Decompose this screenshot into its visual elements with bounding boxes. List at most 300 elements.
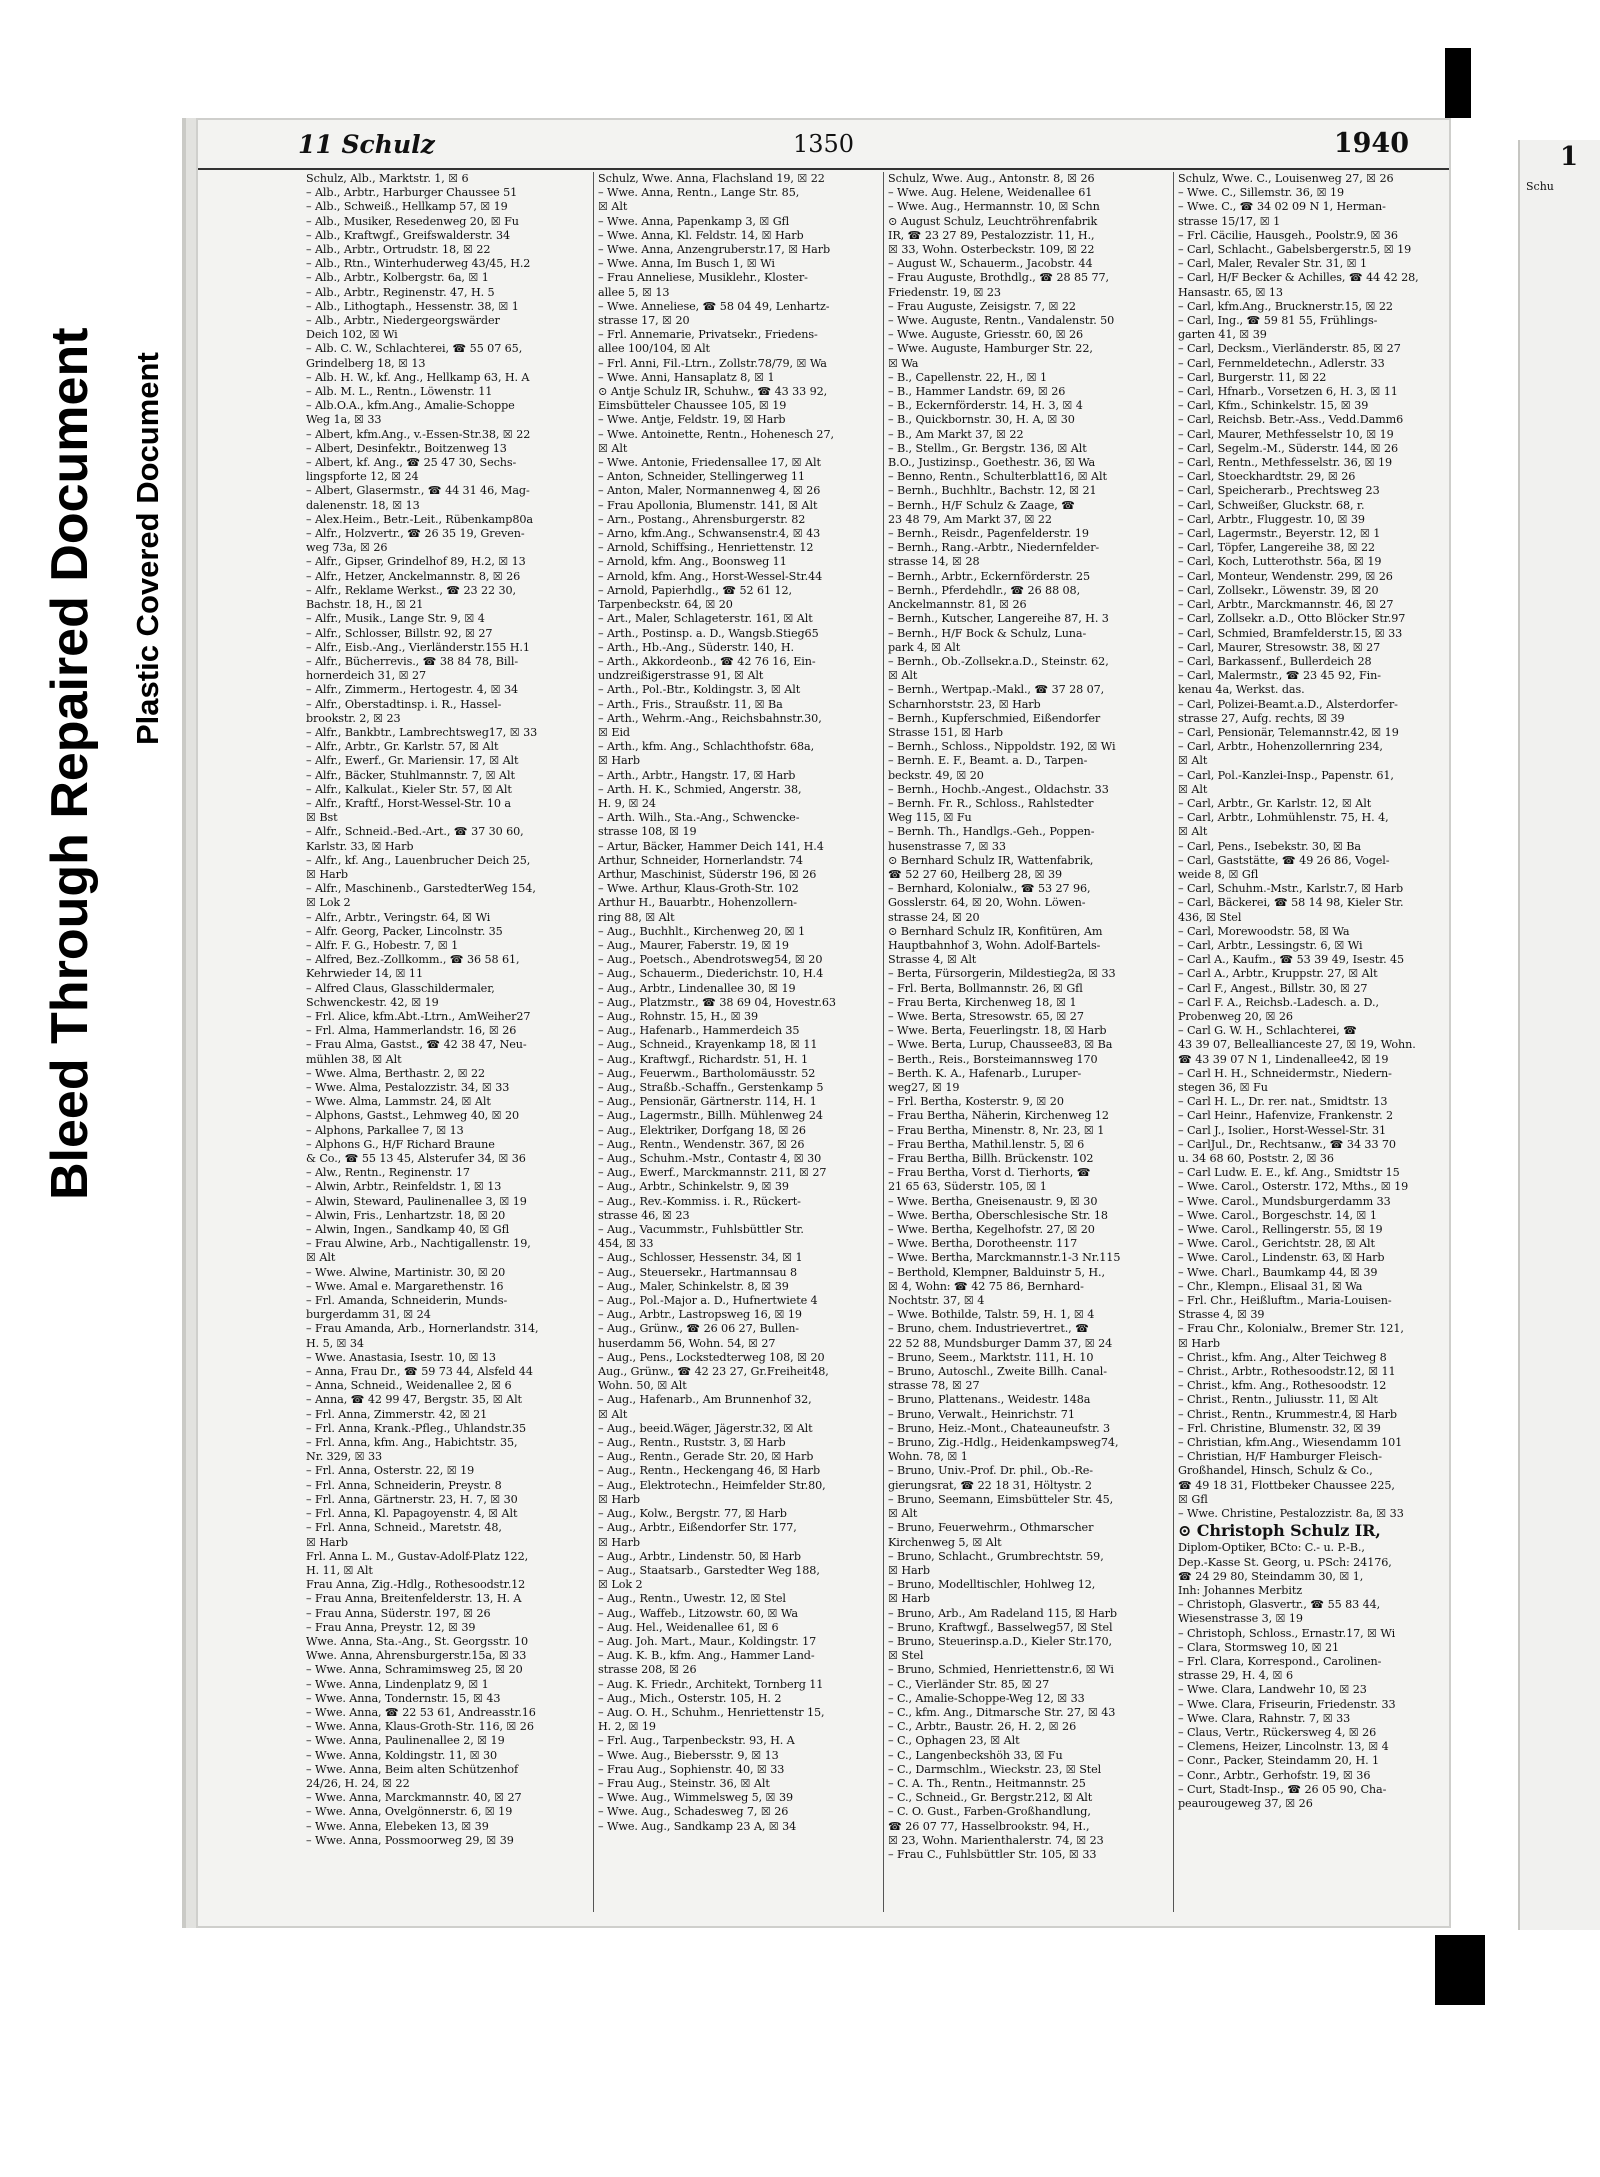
directory-entry: Inh: Johannes Merbitz xyxy=(1178,1583,1303,1597)
directory-entry: – Frl. Anni, Fil.-Ltrn., Zollstr.78/79, ☒ Wa xyxy=(598,356,827,370)
directory-entry: 43 39 07, Belleallianceste 27, ☒ 19, Wohn. xyxy=(1178,1038,1416,1052)
directory-entry: – Anna, Frau Dr., ☎ 59 73 44, Alsfeld 44 xyxy=(306,1365,533,1379)
directory-entry: – Frau Berta, Kirchenweg 18, ☒ 1 xyxy=(888,995,1077,1009)
directory-entry: – Arth., Postinsp. a. D., Wangsb.Stieg65 xyxy=(598,626,819,640)
directory-entry: – Carl, Hfnarb., Vorsetzen 6, H. 3, ☒ 11 xyxy=(1178,385,1398,399)
directory-entry: – Bruno, Heiz.-Mont., Chateauneufstr. 3 xyxy=(888,1421,1111,1435)
directory-entry: – Arth., Pol.-Btr., Koldingstr. 3, ☒ Alt xyxy=(598,683,801,697)
directory-entry: – Aug., Feuerwm., Bartholomäusstr. 52 xyxy=(598,1066,816,1080)
directory-entry: – Frau Auguste, Brothdlg., ☎ 28 85 77, xyxy=(888,271,1109,285)
directory-entry: – Wwe. Carol., Borgeschstr. 14, ☒ 1 xyxy=(1178,1208,1377,1222)
directory-entry: – Alfr., Holzvertr., ☎ 26 35 19, Greven- xyxy=(306,527,525,541)
directory-entry: Diplom-Optiker, BCto: C.- u. P.-B., xyxy=(1178,1541,1365,1555)
directory-entry: Probenweg 20, ☒ 26 xyxy=(1178,1009,1293,1023)
directory-entry: – Arth., kfm. Ang., Schlachthofstr. 68a, xyxy=(598,740,815,754)
directory-entry: Bachstr. 18, H., ☒ 21 xyxy=(306,598,424,612)
directory-entry: – Wwe. Amal e. Margarethenstr. 16 xyxy=(306,1279,504,1293)
directory-entry: – Aug., Kraftwgf., Richardstr. 51, H. 1 xyxy=(598,1052,808,1066)
directory-entry: – Carl G. W. H., Schlachterei, ☎ xyxy=(1178,1024,1357,1038)
directory-entry: – C., Arbtr., Baustr. 26, H. 2, ☒ 26 xyxy=(888,1720,1077,1734)
directory-entry: – Frau Bertha, Mathil.lenstr. 5, ☒ 6 xyxy=(888,1137,1085,1151)
directory-entry: – Arnold, kfm. Ang., Boonsweg 11 xyxy=(598,555,787,569)
directory-entry: – Wwe. Anni, Hansaplatz 8, ☒ 1 xyxy=(598,370,775,384)
directory-entry: – Alphons, Gastst., Lehmweg 40, ☒ 20 xyxy=(306,1109,520,1123)
directory-entry: – Carl, Arbtr., Gr. Karlstr. 12, ☒ Alt xyxy=(1178,796,1372,810)
directory-entry: – Carl Heinr., Hafenvize, Frankenstr. 2 xyxy=(1178,1109,1394,1123)
directory-entry: Großhandel, Hinsch, Schulz & Co., xyxy=(1178,1464,1373,1478)
directory-entry: – Wwe. Anneliese, ☎ 58 04 49, Lenhartz- xyxy=(598,299,830,313)
directory-entry: weg27, ☒ 19 xyxy=(888,1081,960,1094)
directory-entry: – Arnold, Schiffsing., Henriettenstr. 12 xyxy=(598,541,814,555)
directory-entry: – Frau Bertha, Minenstr. 8, Nr. 23, ☒ 1 xyxy=(888,1123,1105,1137)
directory-entry: – Aug., Rentn., Gerade Str. 20, ☒ Harb xyxy=(598,1450,814,1464)
directory-entry: – Carl, Koch, Lutterothstr. 56a, ☒ 19 xyxy=(1178,555,1382,569)
directory-entry: – Christ., Rentn., Krummestr.4, ☒ Harb xyxy=(1178,1407,1397,1421)
directory-entry: ☒ Harb xyxy=(888,1592,930,1606)
directory-entry: – Carl, Zollsekr. a.D., Otto Blöcker Str.97 xyxy=(1178,612,1406,626)
directory-entry: – C., Langenbeckshöh 33, ☒ Fu xyxy=(888,1748,1063,1762)
directory-entry: ☒ Wa xyxy=(888,356,919,370)
directory-entry: ☒ Alt xyxy=(306,1251,336,1265)
directory-entry: – Wwe. Anna, Lindenplatz 9, ☒ 1 xyxy=(306,1677,489,1691)
directory-entry: ☒ Alt xyxy=(1178,754,1208,768)
directory-entry: – Carl, Maler, Revaler Str. 31, ☒ 1 xyxy=(1178,257,1368,271)
directory-entry: – Aug., Hafenarb., Hammerdeich 35 xyxy=(598,1024,800,1038)
directory-entry: – Aug., Staatsarb., Garstedter Weg 188, xyxy=(598,1563,820,1577)
directory-entry: – Alfred Claus, Glasschildermaler, xyxy=(306,981,495,995)
directory-entry: – Alb. M. L., Rentn., Löwenstr. 11 xyxy=(306,385,493,399)
directory-entry: Friedenstr. 19, ☒ 23 xyxy=(888,285,1001,299)
directory-entry: 436, ☒ Stel xyxy=(1178,910,1242,924)
directory-entry: – Bernh. E. F., Beamt. a. D., Tarpen- xyxy=(888,754,1088,768)
directory-entry: – Alw., Rentn., Reginenstr. 17 xyxy=(306,1166,470,1180)
directory-entry: ☒ Gfl xyxy=(1178,1492,1208,1506)
directory-entry: – Aug., Schlosser, Hessenstr. 34, ☒ 1 xyxy=(598,1251,803,1265)
directory-entry: hornerdeich 31, ☒ 27 xyxy=(306,669,427,683)
directory-entry: – Berta, Fürsorgerin, Mildestieg2a, ☒ 33 xyxy=(888,967,1116,981)
directory-entry: – Aug., Mich., Osterstr. 105, H. 2 xyxy=(598,1691,782,1705)
directory-entry: 23 48 79, Am Markt 37, ☒ 22 xyxy=(888,512,1052,526)
directory-entry: – Wwe. Anna, Schramimsweg 25, ☒ 20 xyxy=(306,1663,523,1677)
directory-entry: – Christian, H/F Hamburger Fleisch- xyxy=(1178,1450,1382,1464)
directory-entry: – Carl, Gaststätte, ☎ 49 26 86, Vogel- xyxy=(1178,853,1390,867)
directory-entry: – Bruno, Steuerinsp.a.D., Kieler Str.170, xyxy=(888,1634,1112,1648)
directory-entry: – Alfr., Gipser, Grindelhof 89, H.2, ☒ 13 xyxy=(306,555,526,569)
directory-entry: – Alfr. F. G., Hobestr. 7, ☒ 1 xyxy=(306,938,459,952)
directory-entry: – Wwe. Arthur, Klaus-Groth-Str. 102 xyxy=(598,882,799,896)
directory-entry: – Bernh., Buchhltr., Bachstr. 12, ☒ 21 xyxy=(888,484,1097,498)
directory-entry: brookstr. 2, ☒ 23 xyxy=(306,711,401,725)
directory-entry: – Carl, Morewoodstr. 58, ☒ Wa xyxy=(1178,924,1350,938)
directory-entry: – Aug. K. B., kfm. Ang., Hammer Land- xyxy=(598,1649,815,1663)
directory-entry: – Alfr., Bücherrevis., ☎ 38 84 78, Bill- xyxy=(306,654,519,668)
directory-column-3 xyxy=(883,172,1170,1912)
directory-entry: – Alfr., Schlosser, Billstr. 92, ☒ 27 xyxy=(306,626,493,640)
directory-entry: strasse 27, Aufg. rechts, ☒ 39 xyxy=(1178,711,1345,725)
directory-entry: – Arth. H. K., Schmied, Angerstr. 38, xyxy=(598,782,802,796)
directory-entry: Dep.-Kasse St. Georg, u. PSch: 24176, xyxy=(1178,1555,1392,1569)
directory-entry: – Frau Anneliese, Musiklehr., Kloster- xyxy=(598,271,808,285)
directory-entry: – Aug., Schneid., Krayenkamp 18, ☒ 11 xyxy=(598,1038,818,1052)
directory-entry: – Carl H. H., Schneidermstr., Niedern- xyxy=(1178,1066,1392,1080)
directory-entry: – Carl, Töpfer, Langereihe 38, ☒ 22 xyxy=(1178,541,1376,555)
directory-entry: – Carl, Maurer, Stresowstr. 38, ☒ 27 xyxy=(1178,640,1381,654)
directory-entry: – Aug., Rohnstr. 15, H., ☒ 39 xyxy=(598,1009,758,1023)
directory-entry: – B., Hammer Landstr. 69, ☒ 26 xyxy=(888,385,1066,399)
directory-entry: – Wwe. Auguste, Hamburger Str. 22, xyxy=(888,342,1093,356)
directory-entry: – Carl, Burgerstr. 11, ☒ 22 xyxy=(1178,370,1327,384)
directory-entry: – Alb., Rtn., Winterhuderweg 43/45, H.2 xyxy=(306,257,531,271)
directory-entry: – Wwe. Anna, ☎ 22 53 61, Andreasstr.16 xyxy=(306,1705,536,1719)
directory-entry: Schulz, Wwe. C., Louisenweg 27, ☒ 26 xyxy=(1178,172,1394,185)
directory-entry: H. 5, ☒ 34 xyxy=(306,1336,364,1350)
header-section-name: 11 Schulz xyxy=(298,130,435,159)
directory-entry: – C. A. Th., Rentn., Heitmannstr. 25 xyxy=(888,1776,1086,1790)
directory-entry: – Wwe. Anna, Anzengruberstr.17, ☒ Harb xyxy=(598,243,831,257)
scan-label-cover: Plastic Covered Document xyxy=(130,352,165,745)
directory-entry: – C., Ophagen 23, ☒ Alt xyxy=(888,1734,1020,1748)
directory-entry: – Wwe. Alma, Lammstr. 24, ☒ Alt xyxy=(306,1095,491,1109)
directory-entry: – Bernh., Kupferschmied, Eißendorfer xyxy=(888,711,1101,725)
directory-entry: – Aug., Arbtr., Eißendorfer Str. 177, xyxy=(598,1521,797,1535)
directory-entry: – Aug., Arbtr., Schinkelstr. 9, ☒ 39 xyxy=(598,1180,789,1194)
directory-entry: – Wwe. Auguste, Rentn., Vandalenstr. 50 xyxy=(888,314,1115,328)
directory-entry: – Frl. Alma, Hammerlandstr. 16, ☒ 26 xyxy=(306,1024,517,1038)
directory-entry: – Arth., Akkordeonb., ☎ 42 76 16, Ein- xyxy=(598,654,816,668)
directory-entry: – Carl, Segelm.-M., Süderstr. 144, ☒ 26 xyxy=(1178,441,1398,455)
directory-entry: ⊙ Bernhard Schulz IR, Konfitüren, Am xyxy=(888,924,1103,938)
directory-entry: – Carl, Monteur, Wendenstr. 299, ☒ 26 xyxy=(1178,569,1393,583)
facing-page-heading: 1 xyxy=(1560,142,1579,172)
directory-entry: – Alfr., Kalkulat., Kieler Str. 57, ☒ Alt xyxy=(306,782,512,796)
directory-entry: ☒ 23, Wohn. Marienthalerstr. 74, ☒ 23 xyxy=(888,1833,1104,1847)
directory-entry: – Wwe. Anna, Marckmannstr. 40, ☒ 27 xyxy=(306,1791,522,1805)
directory-entry: – Carl Ludw. E. E., kf. Ang., Smidtstr 15 xyxy=(1178,1166,1400,1180)
directory-entry: 24/26, H. 24, ☒ 22 xyxy=(306,1776,410,1790)
directory-entry: park 4, ☒ Alt xyxy=(888,640,961,654)
directory-entry: – Alfr., kf. Ang., Lauenbrucher Deich 25, xyxy=(306,853,531,867)
page-number: 1350 xyxy=(792,130,855,158)
directory-entry: – Carl, Arbtr., Lohmühlenstr. 75, H. 4, xyxy=(1178,811,1389,825)
directory-entry: – Wwe. Anna, Possmoorweg 29, ☒ 39 xyxy=(306,1833,514,1847)
directory-entry: – Carl, Schuhm.-Mstr., Karlstr.7, ☒ Harb xyxy=(1178,882,1404,896)
directory-entry: – Carl, Fernmeldetechn., Adlerstr. 33 xyxy=(1178,356,1385,370)
directory-entry: peaurougeweg 37, ☒ 26 xyxy=(1178,1796,1313,1810)
directory-entry: gierungsrat, ☎ 22 18 31, Höltystr. 2 xyxy=(888,1478,1092,1492)
directory-entry: ☒ Alt xyxy=(888,1507,918,1521)
directory-entry: – Wwe. Bertha, Oberschlesische Str. 18 xyxy=(888,1208,1108,1222)
directory-entry: – Alfr., Bankbtr., Lambrechtsweg17, ☒ 33 xyxy=(306,725,538,739)
directory-entry: – Aug., Schuhm.-Mstr., Contastr 4, ☒ 30 xyxy=(598,1152,822,1166)
directory-entry: – Frl. Anna, Krank.-Pfleg., Uhlandstr.35 xyxy=(306,1421,527,1435)
directory-entry: allee 100/104, ☒ Alt xyxy=(598,342,710,356)
directory-entry: – Aug., Rentn., Uwestr. 12, ☒ Stel xyxy=(598,1592,786,1606)
directory-entry: – Conr., Packer, Steindamm 20, H. 1 xyxy=(1178,1754,1380,1768)
directory-entry: – Chr., Klempn., Elisaal 31, ☒ Wa xyxy=(1178,1279,1363,1293)
directory-entry: – Wwe. Bertha, Marckmannstr.1-3 Nr.115 xyxy=(888,1251,1121,1265)
directory-entry: Gosslerstr. 64, ☒ 20, Wohn. Löwen- xyxy=(888,896,1086,910)
directory-entry: Frau Anna, Zig.-Hdlg., Rothesoodstr.12 xyxy=(306,1578,526,1592)
directory-entry: – C., Schneid., Gr. Bergstr.212, ☒ Alt xyxy=(888,1791,1093,1805)
header-year: 1940 xyxy=(1333,128,1409,159)
directory-entry: – Arn., Postang., Ahrensburgerstr. 82 xyxy=(598,512,806,526)
directory-entry: – Wwe. Bertha, Dorotheenstr. 117 xyxy=(888,1237,1078,1251)
directory-entry: – Frau Chr., Kolonialw., Bremer Str. 121, xyxy=(1178,1322,1404,1336)
directory-entry: ☎ 49 18 31, Flottbeker Chaussee 225, xyxy=(1178,1478,1395,1492)
directory-entry: – Carl, Arbtr., Lessingstr. 6, ☒ Wi xyxy=(1178,938,1363,952)
directory-entry: – Alphons, Parkallee 7, ☒ 13 xyxy=(306,1123,464,1137)
directory-entry: – Wwe. Anna, Beim alten Schützenhof xyxy=(306,1762,519,1776)
directory-entry: – Carl, Ing., ☎ 59 81 55, Frühlings- xyxy=(1178,314,1378,328)
directory-entry: IR, ☎ 23 27 89, Pestalozzistr. 11, H., xyxy=(888,228,1095,242)
directory-entry: – Alfr., Ewerf., Gr. Mariensir. 17, ☒ Alt xyxy=(306,754,519,768)
directory-entry: – Bruno, Autoschl., Zweite Billh. Canal- xyxy=(888,1365,1107,1379)
directory-entry: – Wwe. Alma, Pestalozzistr. 34, ☒ 33 xyxy=(306,1081,510,1094)
directory-entry: – Claus, Vertr., Rückersweg 4, ☒ 26 xyxy=(1178,1725,1377,1739)
directory-entry: – Frau Auguste, Zeisigstr. 7, ☒ 22 xyxy=(888,299,1076,313)
directory-entry: – Bernhard, Kolonialw., ☎ 53 27 96, xyxy=(888,882,1091,896)
directory-entry: – Frl. Amanda, Schneiderin, Munds- xyxy=(306,1294,508,1308)
directory-entry: – B., Am Markt 37, ☒ 22 xyxy=(888,427,1024,441)
directory-entry: – Alb., Arbtr., Reginenstr. 47, H. 5 xyxy=(306,285,495,299)
directory-entry: Schulz, Wwe. Aug., Antonstr. 8, ☒ 26 xyxy=(888,172,1095,185)
directory-entry: – Frl. Alice, kfm.Abt.-Ltrn., AmWeiher27 xyxy=(306,1009,531,1023)
directory-entry: – Frl. Anna, Zimmerstr. 42, ☒ 21 xyxy=(306,1407,488,1421)
directory-entry: – Bernh., H/F Bock & Schulz, Luna- xyxy=(888,626,1087,640)
directory-entry: – Aug., Schauerm., Diederichstr. 10, H.4 xyxy=(598,967,824,981)
directory-entry: – B., Capellenstr. 22, H., ☒ 1 xyxy=(888,370,1047,384)
directory-entry: – Christ., kfm. Ang., Alter Teichweg 8 xyxy=(1178,1350,1387,1364)
directory-entry: Weg 115, ☒ Fu xyxy=(888,811,972,825)
directory-entry: – Frau Bertha, Billh. Brückenstr. 102 xyxy=(888,1152,1094,1166)
directory-entry: – Aug., Rentn., Heckengang 46, ☒ Harb xyxy=(598,1464,821,1478)
directory-entry: 22 52 88, Mundsburger Damm 37, ☒ 24 xyxy=(888,1336,1113,1350)
directory-entry: – CarlJul., Dr., Rechtsanw., ☎ 34 33 70 xyxy=(1178,1137,1396,1151)
directory-entry: – Aug., Buchhlt., Kirchenweg 20, ☒ 1 xyxy=(598,924,806,938)
directory-entry: – Wwe. Berta, Stresowstr. 65, ☒ 27 xyxy=(888,1009,1084,1023)
page-header xyxy=(198,120,1449,170)
directory-entry: – Christ., Rentn., Juliusstr. 11, ☒ Alt xyxy=(1178,1393,1378,1407)
directory-entry: – Artur, Bäcker, Hammer Deich 141, H.4 xyxy=(598,839,824,853)
directory-entry: Aug., Grünw., ☎ 42 23 27, Gr.Freiheit48, xyxy=(598,1365,829,1379)
directory-entry: – Aug., beeid.Wäger, Jägerstr.32, ☒ Alt xyxy=(598,1421,813,1435)
directory-entry: Wiesenstrasse 3, ☒ 19 xyxy=(1178,1612,1303,1626)
directory-entry: u. 34 68 60, Poststr. 2, ☒ 36 xyxy=(1178,1152,1334,1166)
directory-entry: Strasse 4, ☒ Alt xyxy=(888,953,977,967)
directory-entry: – Wwe. Carol., Mundsburgerdamm 33 xyxy=(1178,1194,1391,1208)
directory-entry: – Christ., Arbtr., Rothesoodstr.12, ☒ 11 xyxy=(1178,1365,1396,1379)
directory-entry: – Wwe. Carol., Lindenstr. 63, ☒ Harb xyxy=(1178,1251,1385,1265)
directory-entry: – Arth., Fris., Straußstr. 11, ☒ Ba xyxy=(598,697,783,711)
directory-entry: ☒ 4, Wohn: ☎ 42 75 86, Bernhard- xyxy=(888,1279,1084,1293)
directory-entry: – Wwe. Alma, Berthastr. 2, ☒ 22 xyxy=(306,1066,485,1080)
directory-entry: – Aug., Pensionär, Gärtnerstr. 114, H. 1 xyxy=(598,1095,817,1109)
directory-entry: Wohn. 78, ☒ 1 xyxy=(888,1450,968,1464)
directory-entry: – Bruno, Seemann, Eimsbütteler Str. 45, xyxy=(888,1492,1114,1506)
directory-entry: – Wwe. Aug., Sandkamp 23 A, ☒ 34 xyxy=(598,1819,797,1833)
directory-entry: Hauptbahnhof 3, Wohn. Adolf-Bartels- xyxy=(888,938,1101,952)
directory-entry: Wwe. Anna, Sta.-Ang., St. Georgsstr. 10 xyxy=(306,1634,528,1648)
directory-entry: – Bernh., Kutscher, Langereihe 87, H. 3 xyxy=(888,612,1109,626)
directory-entry: – Bernh. Th., Handlgs.-Geh., Poppen- xyxy=(888,825,1095,839)
directory-entry: – Carl, Kfm., Schinkelstr. 15, ☒ 39 xyxy=(1178,399,1369,413)
directory-entry: Strasse 4, ☒ 39 xyxy=(1178,1308,1265,1322)
directory-entry: – Aug. K. Friedr., Architekt, Tornberg 11 xyxy=(598,1677,824,1691)
directory-entry: – C. O. Gust., Farben-Großhandlung, xyxy=(888,1805,1091,1819)
scan-label-repaired: Repaired Document xyxy=(41,327,99,819)
directory-entry: – Wwe. Antje, Feldstr. 19, ☒ Harb xyxy=(598,413,786,427)
directory-entry: ⊙ Antje Schulz IR, Schuhw., ☎ 43 33 92, xyxy=(598,385,828,399)
directory-entry: ☒ Harb xyxy=(306,867,348,881)
directory-entry: strasse 208, ☒ 26 xyxy=(598,1663,697,1677)
directory-entry: – Frl. Anna, Gärtnerstr. 23, H. 7, ☒ 30 xyxy=(306,1492,518,1506)
directory-entry: – Christ., kfm. Ang., Rothesoodstr. 12 xyxy=(1178,1379,1387,1393)
directory-entry: Schulz, Wwe. Anna, Flachsland 19, ☒ 22 xyxy=(598,172,825,185)
directory-entry: ☒ Eid xyxy=(598,725,630,739)
directory-entry: – Aug. Joh. Mart., Maur., Koldingstr. 17 xyxy=(598,1634,817,1648)
directory-entry: – Frl. Cäcilie, Hausgeh., Poolstr.9, ☒ 36 xyxy=(1178,228,1398,242)
directory-entry: – Carl, Polizei-Beamt.a.D., Alsterdorfer- xyxy=(1178,697,1398,711)
directory-entry: Nr. 329, ☒ 33 xyxy=(306,1450,383,1464)
directory-entry: – Wwe. Anna, Kl. Feldstr. 14, ☒ Harb xyxy=(598,228,804,242)
directory-entry: – Frau Anna, Süderstr. 197, ☒ 26 xyxy=(306,1606,491,1620)
directory-entry: – Wwe. Alwine, Martinistr. 30, ☒ 20 xyxy=(306,1265,506,1279)
directory-entry: – B., Eckernförderstr. 14, H. 3, ☒ 4 xyxy=(888,399,1083,413)
directory-entry: burgerdamm 31, ☒ 24 xyxy=(306,1308,431,1322)
directory-entry: – Aug., Arbtr., Lastropsweg 16, ☒ 19 xyxy=(598,1308,802,1322)
directory-entry: – Aug., Arbtr., Lindenallee 30, ☒ 19 xyxy=(598,981,796,995)
directory-entry: – Aug., Straßb.-Schaffn., Gerstenkamp 5 xyxy=(598,1081,824,1094)
directory-entry: – Frau C., Fuhlsbüttler Str. 105, ☒ 33 xyxy=(888,1847,1097,1861)
directory-entry: – Arnold, Papierhdlg., ☎ 52 61 12, xyxy=(598,583,793,597)
directory-entry: strasse 108, ☒ 19 xyxy=(598,825,697,839)
directory-entry: – Albert, Desinfektr., Boitzenweg 13 xyxy=(306,441,507,455)
directory-entry: – Wwe. Berta, Lurup, Chaussee83, ☒ Ba xyxy=(888,1038,1113,1052)
directory-entry: – Wwe. Berta, Feuerlingstr. 18, ☒ Harb xyxy=(888,1024,1107,1038)
directory-entry: ☎ 24 29 80, Steindamm 30, ☒ 1, xyxy=(1178,1569,1364,1583)
directory-entry: – Carl F. A., Reichsb.-Ladesch. a. D., xyxy=(1178,995,1379,1009)
directory-entry: – Aug., Maurer, Faberstr. 19, ☒ 19 xyxy=(598,938,789,952)
directory-entry: Arthur, Schneider, Hornerlandstr. 74 xyxy=(598,853,803,867)
directory-entry: – Bernh., Wertpap.-Makl., ☎ 37 28 07, xyxy=(888,683,1105,697)
directory-entry: – Wwe. Carol., Rellingerstr. 55, ☒ 19 xyxy=(1178,1223,1383,1237)
directory-entry: – Frl. Christine, Blumenstr. 32, ☒ 39 xyxy=(1178,1421,1381,1435)
directory-entry: lingspforte 12, ☒ 24 xyxy=(306,470,419,484)
directory-entry: 454, ☒ 33 xyxy=(598,1237,654,1251)
directory-entry: – Carl, Pensionär, Telemannstr.42, ☒ 19 xyxy=(1178,725,1399,739)
directory-entry: – Carl, Arbtr., Hohenzollernring 234, xyxy=(1178,740,1383,754)
directory-entry: – Alb., Arbtr., Kolbergstr. 6a, ☒ 1 xyxy=(306,271,489,285)
directory-entry: – Conr., Arbtr., Gerhofstr. 19, ☒ 36 xyxy=(1178,1768,1371,1782)
directory-entry: strasse 15/17, ☒ 1 xyxy=(1178,214,1281,228)
directory-entry: – Benno, Rentn., Schulterblatt16, ☒ Alt xyxy=(888,470,1107,484)
directory-entry: – Alfr., Schneid.-Bed.-Art., ☎ 37 30 60, xyxy=(306,825,524,839)
directory-entry: strasse 29, H. 4, ☒ 6 xyxy=(1178,1669,1293,1683)
directory-entry: – Carl, kfm.Ang., Brucknerstr.15, ☒ 22 xyxy=(1178,299,1393,313)
directory-entry: – Wwe. Clara, Friseurin, Friedenstr. 33 xyxy=(1178,1697,1396,1711)
directory-entry: – Aug. O. H., Schuhm., Henriettenstr 15, xyxy=(598,1705,825,1719)
directory-entry: – Arth. Wilh., Sta.-Ang., Schwencke- xyxy=(598,811,800,825)
directory-entry: – Carl, Pens., Isebekstr. 30, ☒ Ba xyxy=(1178,839,1361,853)
directory-entry: – Carl, Pol.-Kanzlei-Insp., Papenstr. 61, xyxy=(1178,768,1394,782)
directory-entry: – Aug., Pens., Lockstedterweg 108, ☒ 20 xyxy=(598,1350,825,1364)
directory-entry: – Carl, Rentn., Methfesselstr. 36, ☒ 19 xyxy=(1178,456,1392,470)
facing-page-label: Schu xyxy=(1526,180,1554,193)
directory-entry: strasse 17, ☒ 20 xyxy=(598,314,690,328)
directory-entry: Frl. Anna L. M., Gustav-Adolf-Platz 122, xyxy=(306,1549,529,1563)
directory-entry: – Carl, H/F Becker & Achilles, ☎ 44 42 28, xyxy=(1178,271,1419,285)
directory-entry: – Aug., Lagermstr., Billh. Mühlenweg 24 xyxy=(598,1109,823,1123)
directory-entry: ☒ Alt xyxy=(598,1407,628,1421)
directory-entry: H. 2, ☒ 19 xyxy=(598,1720,656,1734)
directory-entry: Grindelberg 18, ☒ 13 xyxy=(306,356,426,370)
directory-entry: beckstr. 49, ☒ 20 xyxy=(888,768,984,782)
directory-entry: – B., Stellm., Gr. Bergstr. 136, ☒ Alt xyxy=(888,441,1087,455)
directory-entry: – Carl, Zollsekr., Löwenstr. 39, ☒ 20 xyxy=(1178,583,1379,597)
directory-entry: – Wwe. Charl., Baumkamp 44, ☒ 39 xyxy=(1178,1265,1378,1279)
directory-entry: – Aug., Rentn., Ruststr. 3, ☒ Harb xyxy=(598,1436,786,1450)
directory-entry: weg 73a, ☒ 26 xyxy=(306,541,388,555)
directory-entry: – Alphons G., H/F Richard Braune xyxy=(306,1137,495,1151)
directory-entry: – Carl, Schlacht., Gabelsbergerstr.5, ☒ 19 xyxy=(1178,243,1412,257)
directory-entry: – Bernh., Ob.-Zollsekr.a.D., Steinstr. 62, xyxy=(888,654,1109,668)
directory-entry: – Alfr., Musik., Lange Str. 9, ☒ 4 xyxy=(306,612,485,626)
directory-entry: – Bruno, Arb., Am Radeland 115, ☒ Harb xyxy=(888,1606,1117,1620)
directory-entry: – Art., Maler, Schlageterstr. 161, ☒ Alt xyxy=(598,612,813,626)
directory-entry: – Bernh., Arbtr., Eckernförderstr. 25 xyxy=(888,569,1091,583)
directory-entry: – Anna, ☎ 42 99 47, Bergstr. 35, ☒ Alt xyxy=(306,1393,522,1407)
directory-entry: – Carl, Bäckerei, ☎ 58 14 98, Kieler Str. xyxy=(1178,896,1404,910)
directory-entry: – Wwe. Anna, Elebeken 13, ☒ 39 xyxy=(306,1819,489,1833)
directory-entry: – Carl, Lagermstr., Beyerstr. 12, ☒ 1 xyxy=(1178,527,1381,541)
directory-entry: – C., kfm. Ang., Ditmarsche Str. 27, ☒ 43 xyxy=(888,1705,1116,1719)
directory-entry: – Wwe. Bertha, Kegelhofstr. 27, ☒ 20 xyxy=(888,1223,1095,1237)
directory-entry: – Curt, Stadt-Insp., ☎ 26 05 90, Cha- xyxy=(1178,1782,1387,1796)
directory-entry: – Frl. Bertha, Kosterstr. 9, ☒ 20 xyxy=(888,1095,1064,1109)
directory-entry: ☎ 52 27 60, Heilberg 28, ☒ 39 xyxy=(888,867,1063,881)
directory-entry: – Alwin, Ingen., Sandkamp 40, ☒ Gfl xyxy=(306,1223,510,1237)
directory-entry: – Bernh., Hochb.-Angest., Oldachstr. 33 xyxy=(888,782,1109,796)
directory-entry: – Bruno, Verwalt., Heinrichstr. 71 xyxy=(888,1407,1075,1421)
directory-entry: H. 11, ☒ Alt xyxy=(306,1563,373,1577)
directory-entry: – Frau Aug., Sophienstr. 40, ☒ 33 xyxy=(598,1762,785,1776)
directory-entry: – Carl J., Isolier., Horst-Wessel-Str. 31 xyxy=(1178,1123,1387,1137)
directory-entry: – Frl. Chr., Heißluftm., Maria-Louisen- xyxy=(1178,1294,1392,1308)
directory-entry: – Alfr., Oberstadtinsp. i. R., Hassel- xyxy=(306,697,502,711)
directory-entry: Tarpenbeckstr. 64, ☒ 20 xyxy=(598,598,733,612)
directory-entry: – Aug., Maler, Schinkelstr. 8, ☒ 39 xyxy=(598,1279,789,1293)
directory-entry: – Wwe. Anna, Paulinenallee 2, ☒ 19 xyxy=(306,1734,505,1748)
directory-entry: – Alb., Arbtr., Harburger Chaussee 51 xyxy=(306,186,518,200)
directory-entry: – Berth., Reis., Borsteimannsweg 170 xyxy=(888,1052,1098,1066)
directory-entry: – Aug., Grünw., ☎ 26 06 27, Bullen- xyxy=(598,1322,799,1336)
directory-entry: ring 88, ☒ Alt xyxy=(598,910,675,924)
directory-entry: – Alfr., Arbtr., Gr. Karlstr. 57, ☒ Alt xyxy=(306,740,499,754)
directory-entry: – Aug., Rentn., Wendenstr. 367, ☒ 26 xyxy=(598,1137,805,1151)
directory-entry: ⊙ Bernhard Schulz IR, Wattenfabrik, xyxy=(888,853,1094,867)
directory-entry: – Aug., Arbtr., Lindenstr. 50, ☒ Harb xyxy=(598,1549,801,1563)
directory-entry: – Wwe. Clara, Landwehr 10, ☒ 23 xyxy=(1178,1683,1367,1697)
directory-entry: – Frau Amanda, Arb., Hornerlandstr. 314, xyxy=(306,1322,539,1336)
directory-entry: – Carl F., Angest., Billstr. 30, ☒ 27 xyxy=(1178,981,1368,995)
directory-entry: Karlstr. 33, ☒ Harb xyxy=(306,839,414,853)
directory-entry: – Aug., Vacummstr., Fuhlsbüttler Str. xyxy=(598,1223,804,1237)
directory-entry: – Bernh. Fr. R., Schloss., Rahlstedter xyxy=(888,796,1094,810)
directory-column-4 xyxy=(1173,172,1448,1912)
directory-entry: – Frl. Clara, Korrespond., Carolinen- xyxy=(1178,1654,1382,1668)
directory-entry: – Bruno, chem. Industrievertret., ☎ xyxy=(888,1322,1089,1336)
directory-entry: – Wwe. Antoinette, Rentn., Hohenesch 27, xyxy=(598,427,834,441)
